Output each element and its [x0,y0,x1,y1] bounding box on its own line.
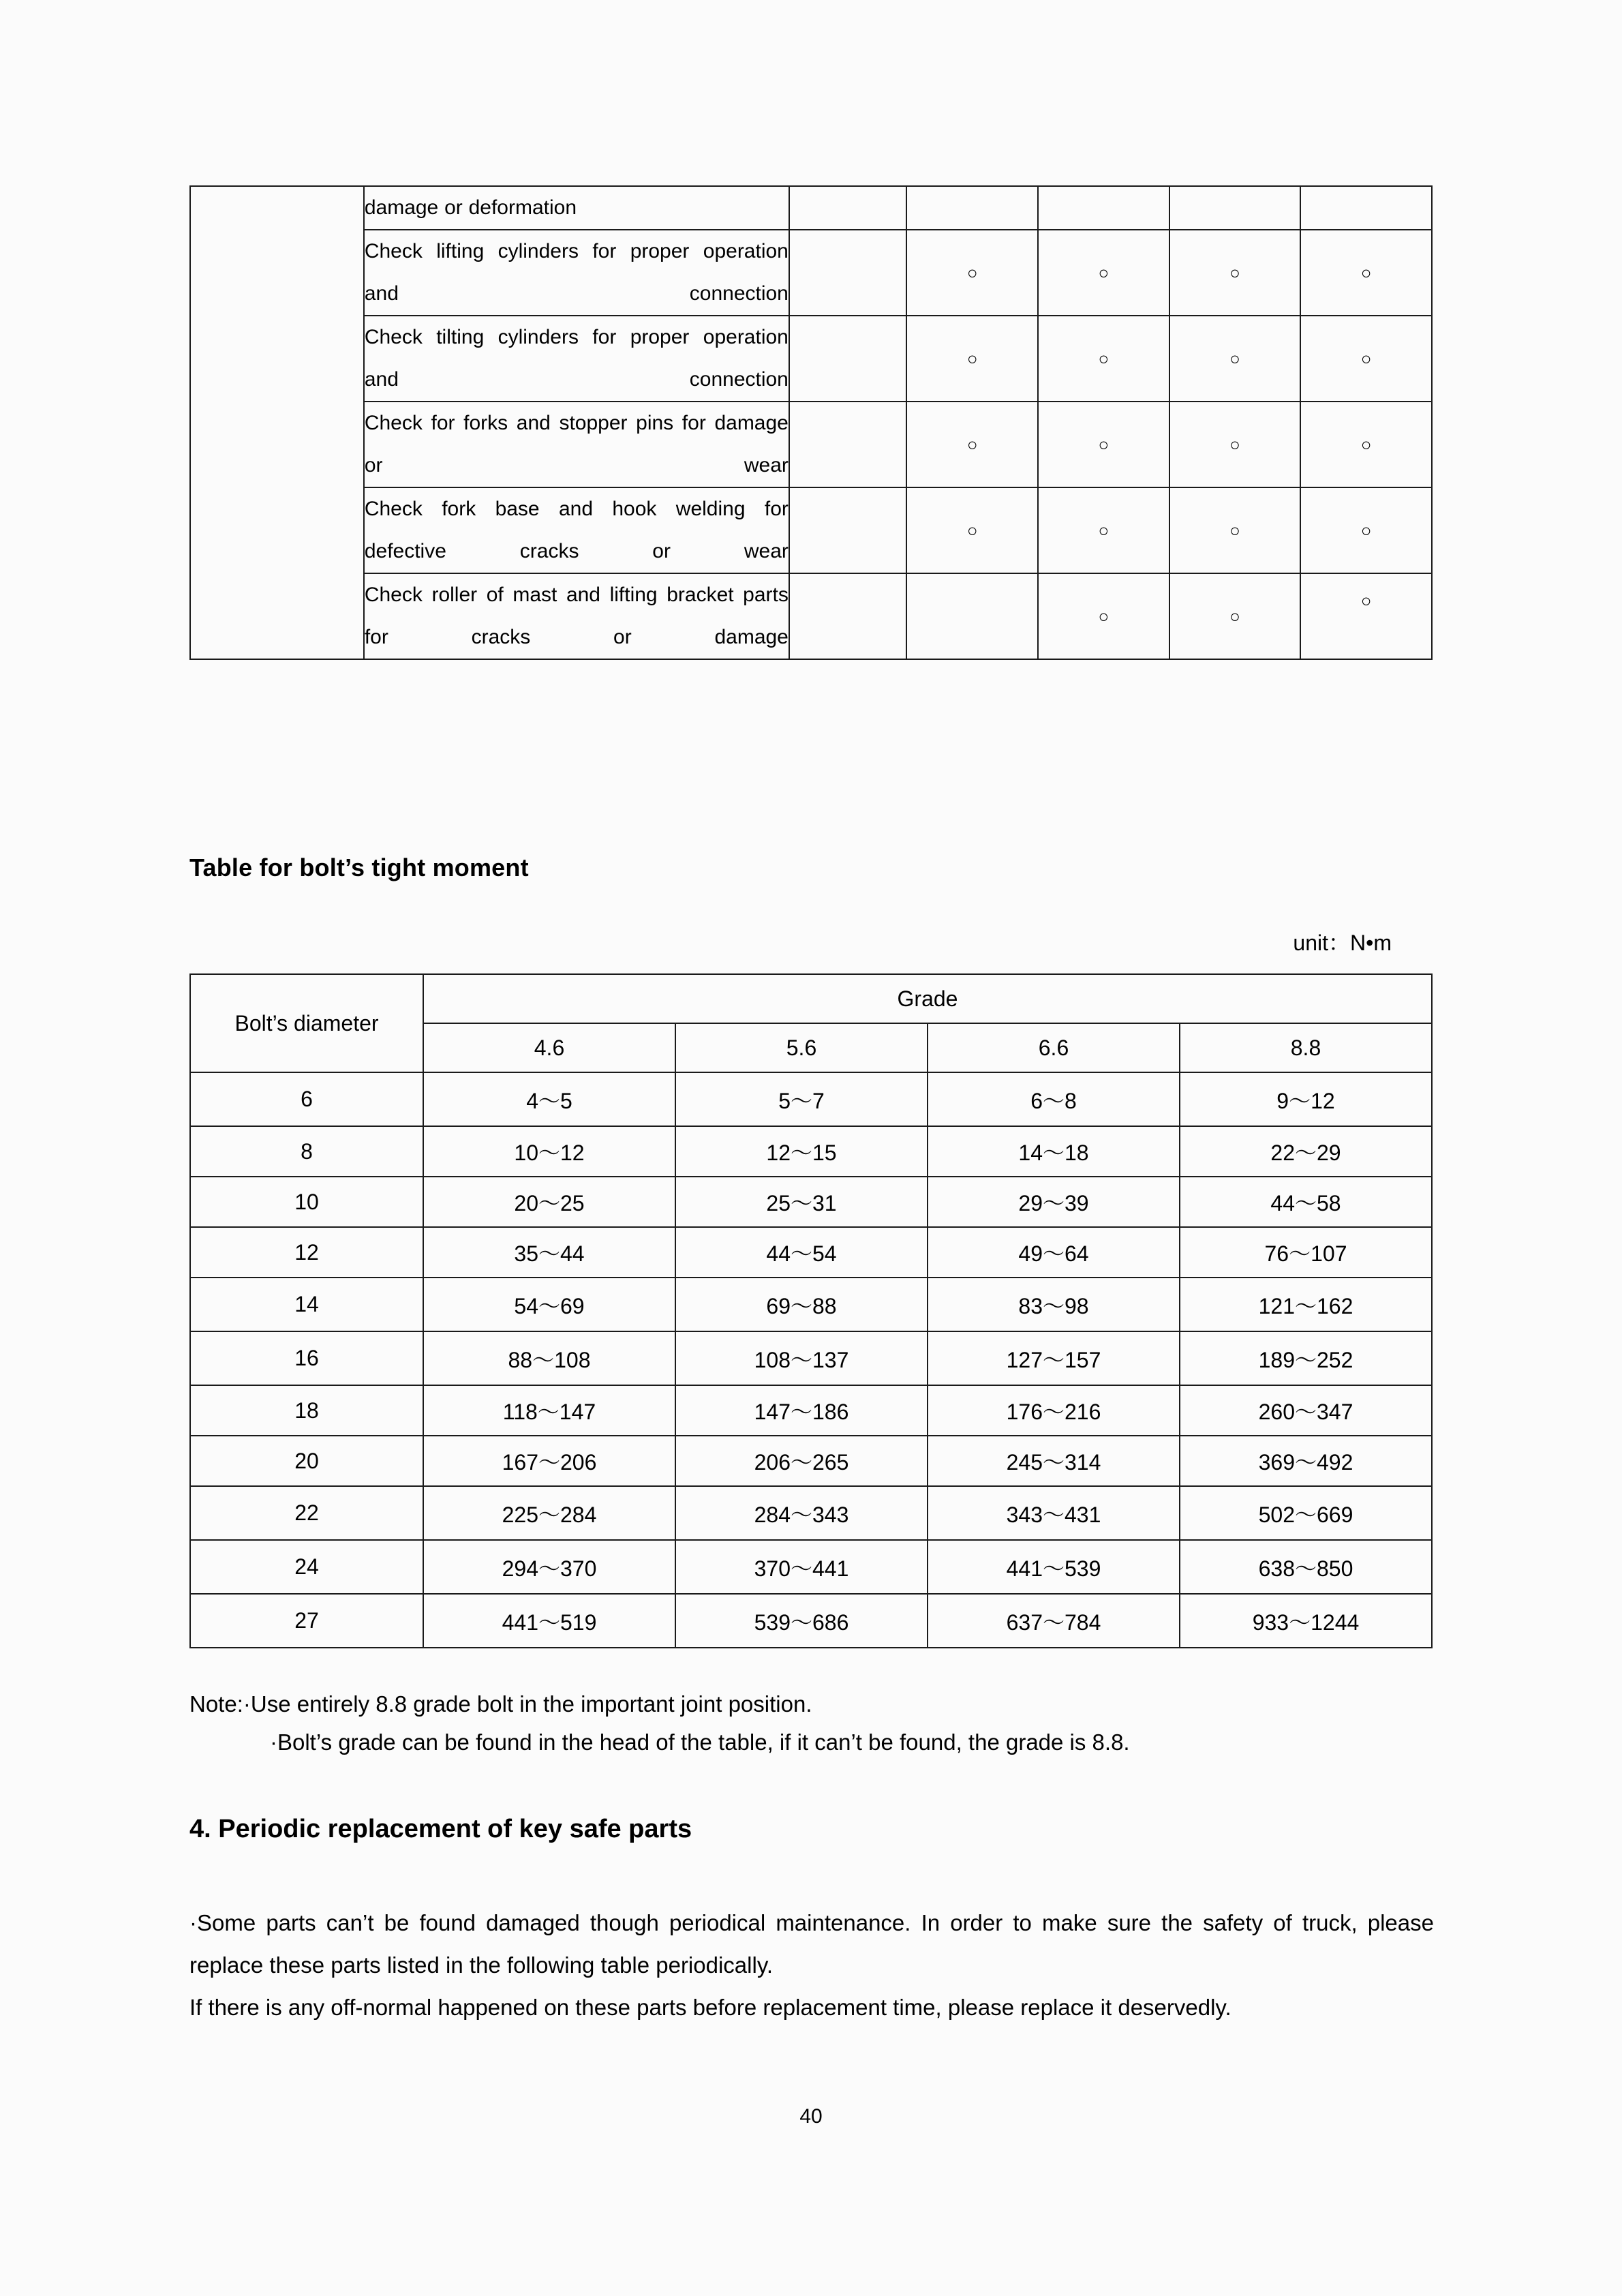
checklist-mark-c2 [906,573,1038,659]
bolt-moment-value: 44～58 [1180,1177,1432,1227]
checklist-mark-c5: ○ [1300,487,1432,573]
table-row [190,1540,1432,1594]
checklist-item-label: damage or deformation [364,186,789,230]
bolt-moment-value: 121～162 [1180,1278,1432,1331]
bolt-moment-value: 127～157 [928,1331,1180,1385]
table-row [190,186,1432,230]
checklist-mark-c1 [789,402,907,487]
checklist-mark-c4 [1169,186,1301,230]
table-row [190,230,1432,316]
table-row [190,316,1432,402]
bolt-diameter-value: 22 [190,1486,423,1540]
section-4-heading: 4. Periodic replacement of key safe parts [189,1815,692,1843]
bolt-diameter-header: Bolt’s diameter [190,974,423,1072]
checklist-mark-c5: ○ [1300,316,1432,402]
bolt-table-body [190,974,1432,1648]
section-4-body [189,1902,1434,2029]
section-4-paragraph-2: If there is any off-normal happened on these parts before replacement time, please replace it deservedly. [189,1995,1231,2020]
checklist-mark-c4: ○ [1169,573,1301,659]
bolt-moment-value: 167～206 [423,1436,675,1486]
grade-header-56: 5.6 [675,1023,928,1072]
checklist-mark-c2: ○ [906,402,1038,487]
grade-group-header: Grade [423,974,1432,1023]
section-4-paragraph-1: ·Some parts can’t be found damaged though periodical maintenance. In order to make sure the safety of truck, please replace these parts listed in the following table periodically. [189,1910,1434,1978]
bolt-moment-value: 35～44 [423,1227,675,1278]
checklist-mark-c3: ○ [1038,316,1169,402]
bolt-moment-value: 294～370 [423,1540,675,1594]
bolt-moment-value: 5～7 [675,1072,928,1126]
bolt-moment-value: 29～39 [928,1177,1180,1227]
bolt-moment-value: 69～88 [675,1278,928,1331]
checklist-mark-c3: ○ [1038,487,1169,573]
bolt-moment-value: 12～15 [675,1126,928,1177]
bolt-moment-value: 539～686 [675,1594,928,1648]
bolt-diameter-value: 27 [190,1594,423,1648]
bolt-moment-value: 441～539 [928,1540,1180,1594]
table-row [190,1486,1432,1540]
inspection-checklist-table [189,185,1433,660]
bolt-diameter-value: 6 [190,1072,423,1126]
table-row [190,1331,1432,1385]
table-row [190,573,1432,659]
checklist-body [190,186,1432,659]
checklist-mark-c1 [789,186,907,230]
bolt-diameter-value: 18 [190,1385,423,1436]
bolt-moment-value: 76～107 [1180,1227,1432,1278]
checklist-mark-c4: ○ [1169,487,1301,573]
checklist-mark-c4: ○ [1169,316,1301,402]
checklist-item-label: Check tilting cylinders for proper operation and connection [364,316,789,402]
checklist-mark-c1 [789,487,907,573]
bolt-table-notes [189,1685,1450,1762]
bolt-moment-value: 502～669 [1180,1486,1432,1540]
bolt-moment-value: 108～137 [675,1331,928,1385]
bolt-moment-value: 88～108 [423,1331,675,1385]
checklist-mark-c5: ○ [1300,230,1432,316]
bolt-table-heading: Table for bolt’s tight moment [189,854,529,881]
table-row [190,1177,1432,1227]
table-header-row [190,974,1432,1023]
grade-header-88: 8.8 [1180,1023,1432,1072]
bolt-moment-value: 441～519 [423,1594,675,1648]
bolt-moment-value: 189～252 [1180,1331,1432,1385]
bolt-diameter-value: 20 [190,1436,423,1486]
table-row [190,1072,1432,1126]
checklist-mark-c2: ○ [906,487,1038,573]
checklist-mark-c2 [906,186,1038,230]
bolt-moment-value: 176～216 [928,1385,1180,1436]
bolt-moment-value: 54～69 [423,1278,675,1331]
checklist-mark-c1 [789,316,907,402]
bolt-moment-value: 22～29 [1180,1126,1432,1177]
bolt-moment-value: 260～347 [1180,1385,1432,1436]
checklist-mark-c2: ○ [906,316,1038,402]
bolt-diameter-value: 8 [190,1126,423,1177]
bolt-moment-value: 370～441 [675,1540,928,1594]
bolt-tight-moment-table [189,973,1433,1648]
bolt-moment-value: 638～850 [1180,1540,1432,1594]
bolt-moment-value: 4～5 [423,1072,675,1126]
table-row [190,1227,1432,1278]
table-row [190,1278,1432,1331]
checklist-item-label: Check lifting cylinders for proper operation and connection [364,230,789,316]
bolt-moment-value: 10～12 [423,1126,675,1177]
checklist-mark-c3 [1038,186,1169,230]
bolt-moment-value: 20～25 [423,1177,675,1227]
bolt-moment-value: 118～147 [423,1385,675,1436]
bolt-moment-value: 225～284 [423,1486,675,1540]
table-row [190,1385,1432,1436]
checklist-category-cell [190,186,364,659]
checklist-mark-c1 [789,573,907,659]
checklist-mark-c4: ○ [1169,230,1301,316]
bolt-moment-value: 9～12 [1180,1072,1432,1126]
bolt-moment-value: 6～8 [928,1072,1180,1126]
checklist-mark-c3: ○ [1038,230,1169,316]
bolt-moment-value: 206～265 [675,1436,928,1486]
table-row [190,487,1432,573]
bolt-moment-value: 343～431 [928,1486,1180,1540]
checklist-item-label: Check for forks and stopper pins for damage or wear [364,402,789,487]
table-row [190,402,1432,487]
checklist-mark-c4: ○ [1169,402,1301,487]
checklist-mark-c5: ○ [1300,573,1432,659]
checklist-mark-c1 [789,230,907,316]
checklist-item-label: Check fork base and hook welding for defective cracks or wear [364,487,789,573]
note-line-2: ·Bolt’s grade can be found in the head of the table, if it can’t be found, the grade is 8.8. [270,1729,1130,1755]
bolt-moment-value: 369～492 [1180,1436,1432,1486]
table-row [190,1126,1432,1177]
checklist-mark-c5 [1300,186,1432,230]
bolt-moment-value: 284～343 [675,1486,928,1540]
checklist-mark-c5: ○ [1300,402,1432,487]
table-row [190,1594,1432,1648]
bolt-moment-value: 25～31 [675,1177,928,1227]
bolt-table-unit-label: unit：N•m [1293,931,1392,955]
grade-header-66: 6.6 [928,1023,1180,1072]
bolt-moment-value: 147～186 [675,1385,928,1436]
bolt-diameter-value: 12 [190,1227,423,1278]
bolt-moment-value: 933～1244 [1180,1594,1432,1648]
checklist-item-label: Check roller of mast and lifting bracket parts for cracks or damage [364,573,789,659]
table-row [190,1436,1432,1486]
bolt-moment-value: 44～54 [675,1227,928,1278]
grade-header-46: 4.6 [423,1023,675,1072]
bolt-diameter-value: 24 [190,1540,423,1594]
bolt-diameter-value: 14 [190,1278,423,1331]
bolt-moment-value: 637～784 [928,1594,1180,1648]
bolt-moment-value: 83～98 [928,1278,1180,1331]
bolt-diameter-value: 10 [190,1177,423,1227]
bolt-moment-value: 245～314 [928,1436,1180,1486]
bolt-moment-value: 14～18 [928,1126,1180,1177]
bolt-diameter-value: 16 [190,1331,423,1385]
note-line-1: Note:·Use entirely 8.8 grade bolt in the important joint position. [189,1691,812,1717]
checklist-mark-c3: ○ [1038,402,1169,487]
checklist-mark-c2: ○ [906,230,1038,316]
checklist-mark-c3: ○ [1038,573,1169,659]
bolt-moment-value: 49～64 [928,1227,1180,1278]
page-number: 40 [799,2105,823,2128]
